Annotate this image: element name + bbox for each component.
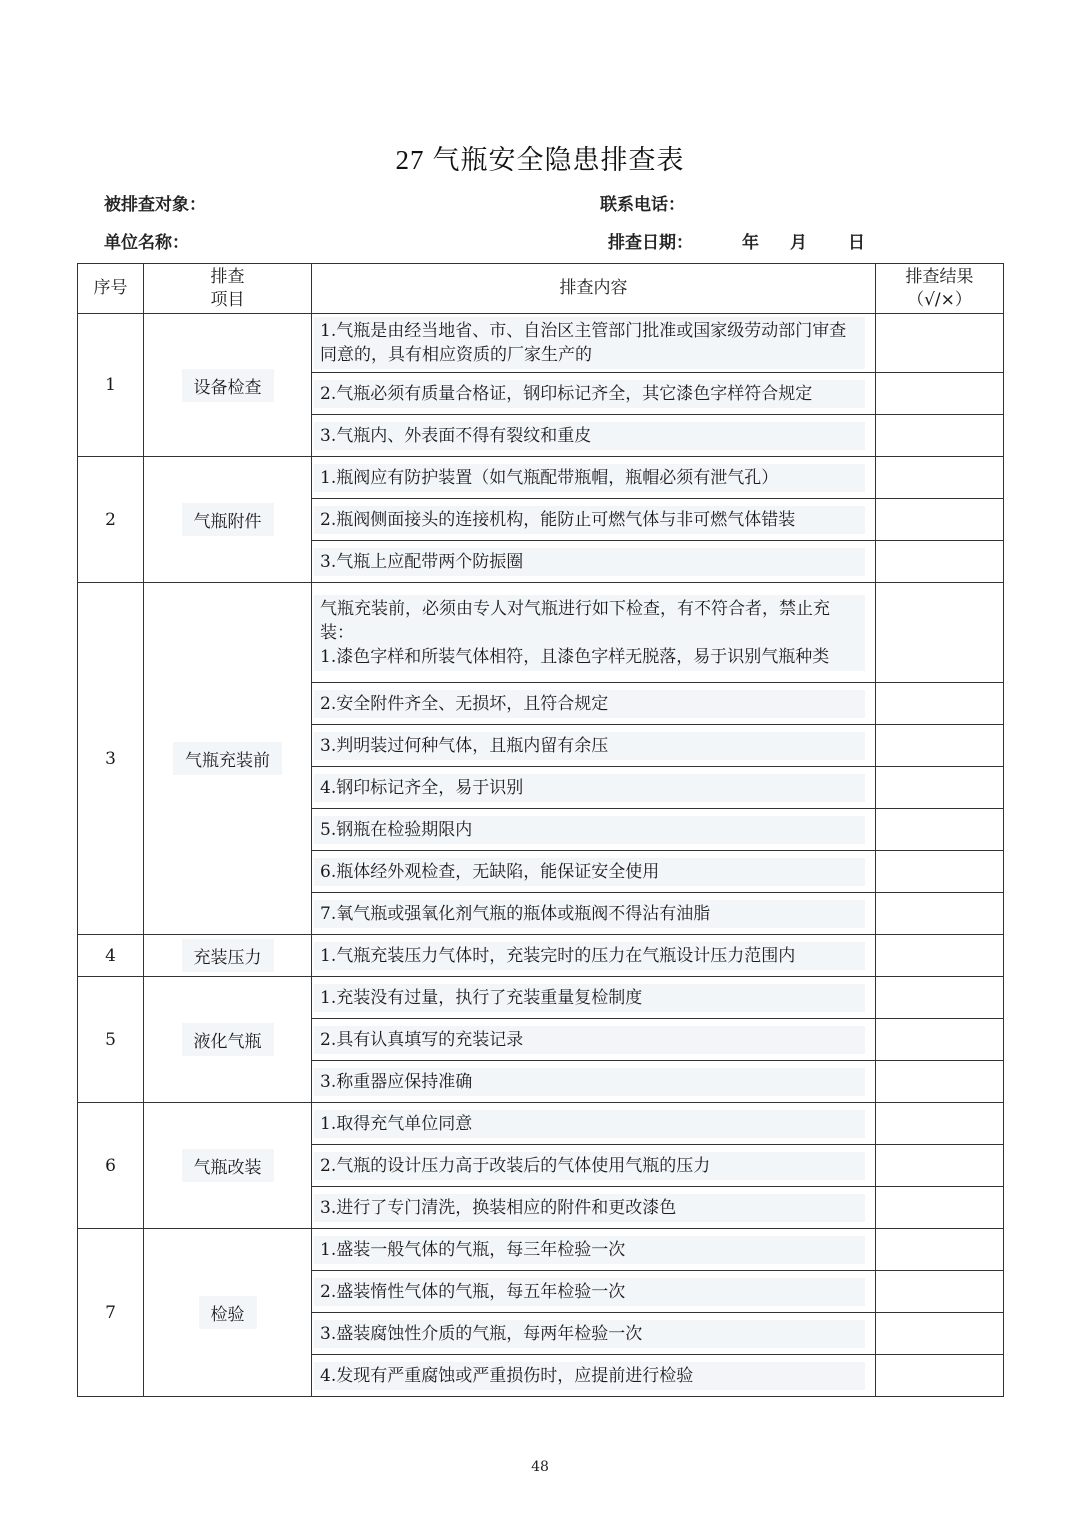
group-item-label: 充装压力 — [182, 939, 274, 972]
content-text: 气瓶充装前，必须由专人对气瓶进行如下检查，有不符合者，禁止充装： 1.漆色字样和所装气体相符，且漆色字样无脱落，易于识别气瓶种类 — [314, 595, 865, 671]
content-text: 5.钢瓶在检验期限内 — [314, 816, 865, 844]
content-cell — [312, 767, 876, 809]
table-row — [78, 583, 1004, 683]
result-cell[interactable] — [876, 373, 1004, 415]
date-label: 排查日期： — [608, 233, 693, 253]
result-cell[interactable] — [876, 1145, 1004, 1187]
table-row — [78, 314, 1004, 373]
content-text: 3.进行了专门清洗，换装相应的附件和更改漆色 — [314, 1194, 865, 1222]
content-text: 7.氧气瓶或强氧化剂气瓶的瓶体或瓶阀不得沾有油脂 — [314, 900, 865, 928]
inspection-table — [77, 263, 1004, 1397]
group-number: 7 — [78, 1229, 144, 1397]
result-cell[interactable] — [876, 499, 1004, 541]
content-text: 1.取得充气单位同意 — [314, 1110, 865, 1138]
page-title — [0, 138, 1080, 177]
content-text: 2.具有认真填写的充装记录 — [314, 1026, 865, 1054]
result-cell[interactable] — [876, 583, 1004, 683]
result-cell[interactable] — [876, 1187, 1004, 1229]
content-cell — [312, 1103, 876, 1145]
title-number: 27 — [395, 145, 425, 175]
result-cell[interactable] — [876, 1103, 1004, 1145]
result-cell[interactable] — [876, 809, 1004, 851]
group-item-label: 检验 — [199, 1296, 257, 1329]
result-cell[interactable] — [876, 1271, 1004, 1313]
content-cell — [312, 1187, 876, 1229]
content-cell — [312, 373, 876, 415]
content-text: 3.盛装腐蚀性介质的气瓶，每两年检验一次 — [314, 1320, 865, 1348]
result-cell[interactable] — [876, 935, 1004, 977]
content-cell — [312, 499, 876, 541]
result-cell[interactable] — [876, 1229, 1004, 1271]
content-text: 1.充装没有过量，执行了充装重量复检制度 — [314, 984, 865, 1012]
content-cell — [312, 1229, 876, 1271]
content-cell — [312, 1355, 876, 1397]
unit-label: 单位名称： — [104, 233, 189, 253]
group-item-cell — [144, 457, 312, 583]
group-item-label: 设备检查 — [182, 369, 274, 402]
group-number: 4 — [78, 935, 144, 977]
content-text: 1.瓶阀应有防护装置（如气瓶配带瓶帽，瓶帽必须有泄气孔） — [314, 464, 865, 492]
table-row — [78, 977, 1004, 1019]
content-cell — [312, 935, 876, 977]
group-item-cell — [144, 1229, 312, 1397]
content-text: 1.气瓶充装压力气体时，充装完时的压力在气瓶设计压力范围内 — [314, 942, 865, 970]
content-text: 3.气瓶内、外表面不得有裂纹和重皮 — [314, 422, 865, 450]
header-item — [144, 264, 312, 314]
group-item-label: 气瓶充装前 — [173, 742, 282, 775]
content-cell — [312, 1145, 876, 1187]
header-no: 序号 — [78, 264, 144, 314]
result-cell[interactable] — [876, 1355, 1004, 1397]
content-cell — [312, 1271, 876, 1313]
table-body — [78, 314, 1004, 1397]
header-item-line2: 项目 — [210, 289, 245, 310]
group-number: 5 — [78, 977, 144, 1103]
content-cell — [312, 457, 876, 499]
result-cell[interactable] — [876, 1019, 1004, 1061]
content-text: 3.判明装过何种气体，且瓶内留有余压 — [314, 732, 865, 760]
group-item-cell — [144, 935, 312, 977]
header-content: 排查内容 — [312, 264, 876, 314]
group-item-label: 液化气瓶 — [182, 1023, 274, 1056]
result-cell[interactable] — [876, 683, 1004, 725]
content-text: 1.气瓶是由经当地省、市、自治区主管部门批准或国家级劳动部门审查同意的，具有相应资质的厂家生产的 — [314, 317, 865, 369]
header-result-line2: （√/×） — [907, 289, 972, 310]
result-cell[interactable] — [876, 893, 1004, 935]
group-number: 2 — [78, 457, 144, 583]
page-number: 48 — [531, 1459, 549, 1475]
result-cell[interactable] — [876, 977, 1004, 1019]
group-number: 3 — [78, 583, 144, 935]
content-text: 3.称重器应保持准确 — [314, 1068, 865, 1096]
content-text: 2.瓶阀侧面接头的连接机构，能防止可燃气体与非可燃气体错装 — [314, 506, 865, 534]
header-result — [876, 264, 1004, 314]
content-cell — [312, 1061, 876, 1103]
content-text: 2.安全附件齐全、无损坏，且符合规定 — [314, 690, 865, 718]
content-text: 2.气瓶必须有质量合格证，钢印标记齐全，其它漆色字样符合规定 — [314, 380, 865, 408]
content-cell — [312, 1313, 876, 1355]
result-cell[interactable] — [876, 314, 1004, 373]
content-text: 2.气瓶的设计压力高于改装后的气体使用气瓶的压力 — [314, 1152, 865, 1180]
result-cell[interactable] — [876, 415, 1004, 457]
header-result-line1: 排查结果 — [905, 266, 974, 287]
table-row — [78, 1229, 1004, 1271]
result-cell[interactable] — [876, 725, 1004, 767]
content-text: 1.盛装一般气体的气瓶，每三年检验一次 — [314, 1236, 865, 1264]
content-text: 3.气瓶上应配带两个防振圈 — [314, 548, 865, 576]
content-text: 4.发现有严重腐蚀或严重损伤时，应提前进行检验 — [314, 1362, 865, 1390]
content-cell — [312, 1019, 876, 1061]
content-cell — [312, 809, 876, 851]
result-cell[interactable] — [876, 457, 1004, 499]
table-row — [78, 1103, 1004, 1145]
result-cell[interactable] — [876, 767, 1004, 809]
result-cell[interactable] — [876, 851, 1004, 893]
group-number: 6 — [78, 1103, 144, 1229]
content-text: 4.钢印标记齐全，易于识别 — [314, 774, 865, 802]
content-cell — [312, 683, 876, 725]
date-day: 日 — [848, 233, 865, 253]
result-cell[interactable] — [876, 1061, 1004, 1103]
result-cell[interactable] — [876, 541, 1004, 583]
content-cell — [312, 725, 876, 767]
content-cell — [312, 851, 876, 893]
group-item-cell — [144, 583, 312, 935]
content-cell — [312, 314, 876, 373]
content-text: 2.盛装惰性气体的气瓶，每五年检验一次 — [314, 1278, 865, 1306]
date-year: 年 — [742, 233, 759, 253]
target-label: 被排查对象： — [104, 195, 206, 215]
content-cell — [312, 583, 876, 683]
content-cell — [312, 415, 876, 457]
date-month: 月 — [790, 233, 807, 253]
group-item-cell — [144, 314, 312, 457]
group-item-label: 气瓶改装 — [182, 1149, 274, 1182]
content-cell — [312, 977, 876, 1019]
group-item-label: 气瓶附件 — [182, 503, 274, 536]
group-item-cell — [144, 977, 312, 1103]
content-cell — [312, 893, 876, 935]
group-item-cell — [144, 1103, 312, 1229]
header-item-line1: 排查 — [210, 266, 245, 287]
phone-label: 联系电话： — [600, 195, 685, 215]
table-header-row — [78, 264, 1004, 314]
title-text: 气瓶安全隐患排查表 — [432, 145, 685, 176]
content-text: 6.瓶体经外观检查，无缺陷，能保证安全使用 — [314, 858, 865, 886]
content-cell — [312, 541, 876, 583]
table-row — [78, 457, 1004, 499]
result-cell[interactable] — [876, 1313, 1004, 1355]
table-row — [78, 935, 1004, 977]
group-number: 1 — [78, 314, 144, 457]
